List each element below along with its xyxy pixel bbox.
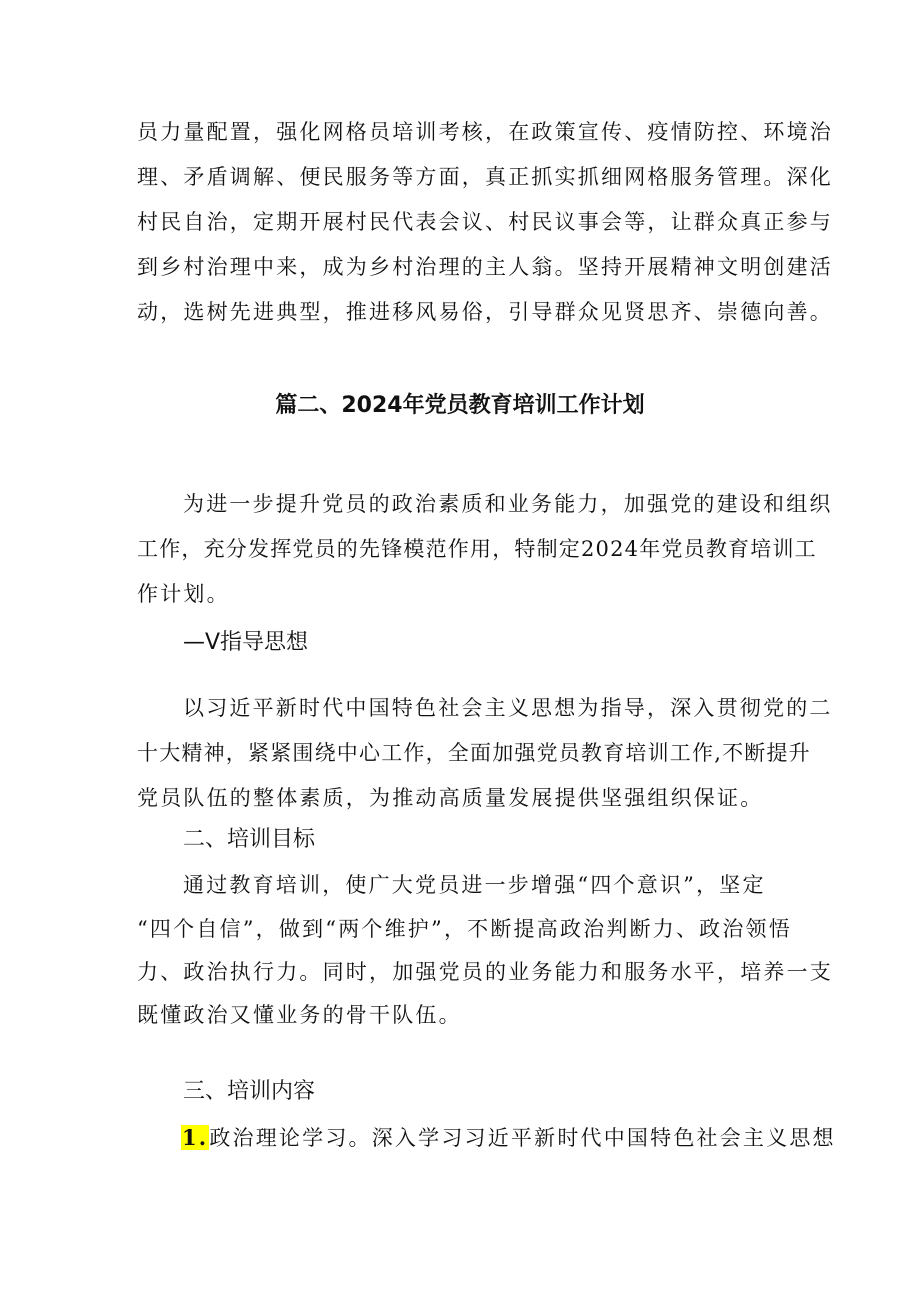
intro-line: 为进一步提升党员的政治素质和业务能力，加强党的建设和组织 [183,492,833,516]
paragraph-line: 村民自治，定期开展村民代表会议、村民议事会等，让群众真正参与 [137,210,833,234]
guiding-line: 十大精神，紧紧围绕中心工作，全面加强党员教育培训工作,不断提升 [137,741,811,765]
intro-line: 作计划。 [137,582,230,606]
article-title: 篇二、2024年党员教育培训工作计划 [275,393,645,418]
goals-line: 力、政治执行力。同时，加强党员的业务能力和服务水平，培养一支 [137,960,833,984]
guiding-line: 党员队伍的整体素质，为推动高质量发展提供坚强组织保证。 [137,786,764,810]
goals-line: 既懂政治又懂业务的骨干队伍。 [137,1003,462,1027]
paragraph-line: 理、矛盾调解、便民服务等方面，真正抓实抓细网格服务管理。深化 [137,165,833,189]
content-item-1 [181,1123,836,1153]
item-text: 政治理论学习。深入学习习近平新时代中国特色社会主义思想 [209,1126,836,1150]
paragraph-line: 动，选树先进典型，推进移风易俗，引导群众见贤思齐、崇德向善。 [137,300,833,324]
paragraph-line: 员力量配置，强化网格员培训考核，在政策宣传、疫情防控、环境治 [137,120,833,144]
paragraph-line: 到乡村治理中来，成为乡村治理的主人翁。坚持开展精神文明创建活 [137,255,833,279]
section-heading-guiding: —V指导思想 [183,630,309,655]
item-number-highlight: 1. [182,1125,209,1150]
guiding-line: 以习近平新时代中国特色社会主义思想为指导，深入贯彻党的二 [183,696,833,720]
goals-line: 通过教育培训，使广大党员进一步增强“四个意识”，坚定 [183,873,766,897]
goals-line: “四个自信”，做到“两个维护”，不断提高政治判断力、政治领悟 [137,917,792,941]
section-heading-goals: 二、培训目标 [183,827,316,852]
section-heading-content: 三、培训内容 [183,1079,316,1104]
intro-line: 工作，充分发挥党员的先锋模范作用，特制定2024年党员教育培训工 [137,537,817,561]
